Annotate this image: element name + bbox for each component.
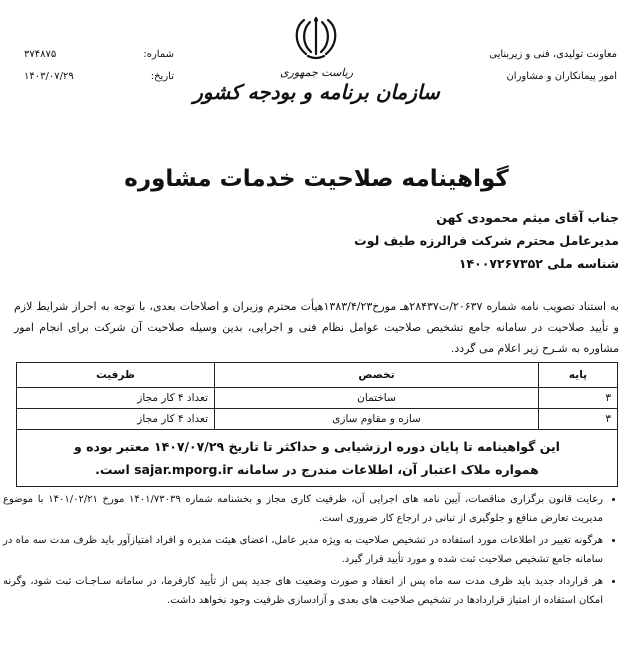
- letter-number-label: شماره:: [143, 49, 174, 60]
- letter-date-label: تاریخ:: [150, 71, 174, 82]
- notes-list: [3, 490, 619, 613]
- table-header-row: [17, 363, 618, 388]
- qualification-table: [16, 362, 618, 487]
- department-line-2: امور پیمانکاران و مشاوران: [506, 71, 617, 82]
- header-capacity: ظرفیت: [17, 363, 215, 388]
- letter-date-value: ۱۴۰۳/۰۷/۲۹: [24, 71, 74, 82]
- addressee-position: مدیرعامل محترم شرکت فرالرزه طیف لوت: [354, 233, 619, 248]
- validity-row: [17, 430, 618, 487]
- letter-number-value: ۳۷۴۸۷۵: [24, 49, 57, 60]
- row-base: ۳: [539, 388, 618, 409]
- list-item: • رعایت قانون برگزاری مناقصات، آیین نامه های اجرایی آن، ظرفیت کاری مجاز و بخشنامه شماره ۱۴۰۱/۷۳۰۳۹ مورخ ۱۴۰۱/۰۲/۲۱ با موضوع مدیریت تعارض منافع و جلوگیری از تبانی در ارجاع کار ضروری است.: [3, 490, 603, 528]
- addressee-national-id: شناسه ملی ۱۴۰۰۷۲۶۷۳۵۲: [458, 256, 619, 271]
- validity-line-2: همواره ملاک اعتبار آن، اطلاعات مندرج در سامانه sajar.mporg.ir است.: [95, 462, 539, 477]
- row-specialty: ساختمان: [215, 388, 539, 409]
- addressee-name: جناب آقای میثم محمودی کهن: [436, 210, 619, 225]
- validity-line-1: این گواهینامه تا پایان دوره ارزشیابی و حداکثر تا تاریخ ۱۴۰۷/۰۷/۲۹ معتبر بوده و: [74, 439, 560, 454]
- row-capacity: تعداد ۴ کار مجاز: [17, 388, 215, 409]
- list-item: • هرگونه تغییر در اطلاعات مورد استفاده در تشخیص صلاحیت به ویژه مدیر عامل، اعضای هیئت مدیره و افراد امتیازآور باید ظرف مدت سه ماه در سامانه جامع تشخیص صلاحیت ثبت شده و مورد تأیید قرار گیرد.: [3, 531, 603, 569]
- row-capacity: تعداد ۴ کار مجاز: [17, 409, 215, 430]
- page-title: گواهینامه صلاحیت خدمات مشاوره: [124, 166, 509, 192]
- header-reference: [24, 44, 174, 88]
- validity-cell: [17, 430, 618, 487]
- addressee-block: [19, 206, 619, 275]
- letter-number-row: [24, 44, 174, 66]
- list-item: • هر قرارداد جدید باید ظرف مدت سه ماه پس از انعقاد و صورت وضعیت های جدید پس از تأیید کارفرما، در سامانه سـاجـات ثبت شود، وگرنه امکان استفاده از امتیاز قراردادها در تشخیص صلاحیت های بعدی و آزادسازی ظرفیت وجود نخواهد داشت.: [3, 572, 603, 610]
- letter-date-row: [24, 66, 174, 88]
- row-base: ۳: [539, 409, 618, 430]
- table-row: [17, 388, 618, 409]
- department-line-1: معاونت تولیدی، فنی و زیربنایی: [489, 49, 617, 60]
- org-name: سازمان برنامه و بودجه کشور: [193, 80, 440, 104]
- table-row: [17, 409, 618, 430]
- intro-paragraph: به استناد تصویب نامه شماره ۲۰۶۳۷/ت۲۸۴۳۷هـ مورخ۱۳۸۳/۴/۲۳هیأت محترم وزیران و اصلاحات بعدی، با توجه به احراز شرایط لازم و تأیید صلاحیت در سامانه جامع تشخیص صلاحیت عوامل نظام فنی و اجرایی، بدین وسیله صلاحیت آن شرکت برای انجام امور مشاوره به شـرح زیر اعلام می گردد.: [14, 300, 619, 355]
- org-line-presidency: ریاست جمهوری: [279, 66, 354, 79]
- row-specialty: سازه و مقاوم سازی: [215, 409, 539, 430]
- iran-emblem-icon: [286, 14, 346, 60]
- header-base: پایه: [539, 363, 618, 388]
- header-specialty: تخصص: [215, 363, 539, 388]
